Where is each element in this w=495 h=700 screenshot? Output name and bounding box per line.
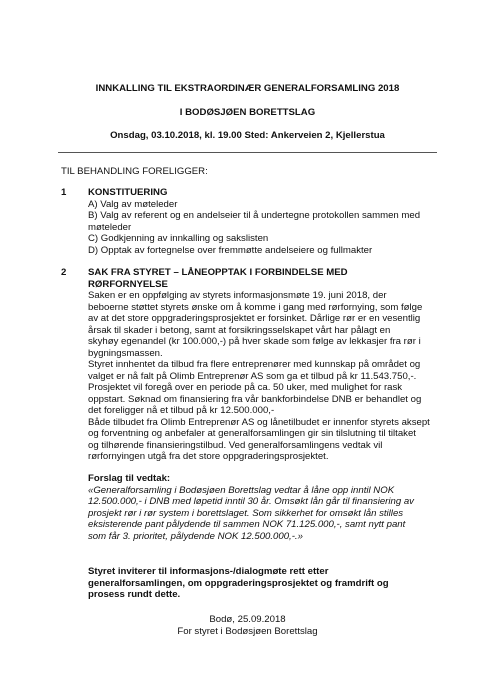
item-2-body-line: bygningsmassen. [88, 347, 163, 359]
item-2-title: RØRFORNYELSE [88, 278, 168, 290]
invitation-line: prosess rundt dette. [88, 589, 181, 600]
proposal-line: prosjekt rør i rør system i borettslaget. Som sikkerhet for omsøkt lån stilles [88, 507, 404, 519]
invitation-line: Styret inviterer til informasjons-/dialogmøte rett etter [88, 566, 329, 577]
item-2-body-line: Både tilbudet fra Olimb Entreprenør AS og lånetilbudet er innenfor styrets aksept [88, 416, 430, 428]
item-1-title: KONSTITUERING [88, 187, 168, 198]
item-2-body-line: oppstart. Søknad om finansiering fra vår bankforbindelse DNB er behandlet og [88, 393, 422, 405]
document-title: INNKALLING TIL EKSTRAORDINÆR GENERALFORSAMLING 2018 [95, 83, 400, 94]
item-1-line: B) Valg av referent og en andelseier til å undertegne protokollen sammen med [88, 210, 421, 221]
item-1-line: C) Godkjenning av innkalling og sakslisten [88, 233, 269, 244]
item-2-body-line: Styret innhentet da tilbud fra flere entreprenører med kunnskap på området og [88, 359, 421, 370]
item-2-number: 2 [61, 267, 67, 278]
item-2-body-line: årsak til skader i betong, samt at forsikringsselskapet vårt har pålagt en [88, 324, 391, 336]
item-2-body-line: beboerne støttet styrets ønske om å komme i gang med rørfornying, som følge [88, 301, 423, 313]
item-2-body-line: Saken er en oppfølging av styrets informasjonsmøte 19. juni 2018, der [88, 290, 387, 301]
divider-line [58, 152, 437, 153]
item-1-line: møteleder [88, 221, 132, 233]
item-2-body-line: og forventning og anbefaler at generalforsamlingen gir sin tilslutning til tiltaket [88, 428, 416, 439]
meeting-info: Onsdag, 03.10.2018, kl. 19.00 Sted: Ankerveien 2, Kjellerstua [110, 130, 385, 141]
item-1-number: 1 [61, 187, 67, 198]
item-2-block [88, 267, 448, 463]
proposal-line: eksisterende pant pålydende til sammen NOK 71.125.000,-, samt nytt pant [88, 519, 406, 530]
item-2-body-line: og tilhørende finansieringstilbud. Ved generalforsamlingens vedtak vil [88, 439, 383, 451]
item-2-body-line: av at det store oppgraderingsprosjektet er forsinket. Dårlige rør er en vesentlig [88, 313, 421, 324]
item-1-line: D) Opptak av fortegnelse over fremmøtte andelseiere og fullmakter [88, 244, 373, 256]
invitation-line: generalforsamlingen, om oppgraderingsprosjektet og framdrift og [88, 577, 389, 589]
item-2-body-line: Prosjektet vil foregå over en periode på ca. 50 uker, med mulighet for rask [88, 382, 403, 393]
document-subtitle: I BODØSJØEN BORETTSLAG [179, 107, 316, 118]
proposal-line: 12.500.000,- i DNB med løpetid inntil 30 år. Omsøkt lån går til finansiering av [88, 496, 414, 507]
item-2-body-line: det foreligger nå et tilbud på kr 12.500.000,- [88, 405, 275, 416]
proposal-line: som får 3. prioritet, pålydende NOK 12.500.000,-.» [88, 530, 303, 542]
item-2-body-line: skyhøy egenandel (kr 100.000,-) på hver skade som følge av lekkasjer fra rør i [88, 336, 421, 347]
item-2-body-line: rørfornyingen utgå fra det store oppgraderingsprosjektet. [88, 451, 329, 462]
proposal-line: «Generalforsamling i Bodøsjøen Borettslag vedtar å låne opp inntil NOK [88, 484, 395, 496]
item-2-body-line: valget er nå falt på Olimb Entreprenør AS som ga et tilbud på kr 11.543.750,-. [88, 370, 417, 382]
proposal-heading: Forslag til vedtak: [88, 473, 171, 484]
item-1-line: A) Valg av møteleder [88, 198, 178, 210]
invitation-block [88, 566, 448, 601]
agenda-heading: TIL BEHANDLING FORELIGGER: [61, 166, 208, 177]
proposal-block [88, 473, 448, 542]
item-2-title: SAK FRA STYRET – LÅNEOPPTAK I FORBINDELSE MED [88, 267, 348, 278]
signature-line: For styret i Bodøsjøen Borettslag [177, 626, 318, 637]
place-date: Bodø, 25.09.2018 [209, 614, 286, 625]
item-1-block [88, 187, 448, 256]
